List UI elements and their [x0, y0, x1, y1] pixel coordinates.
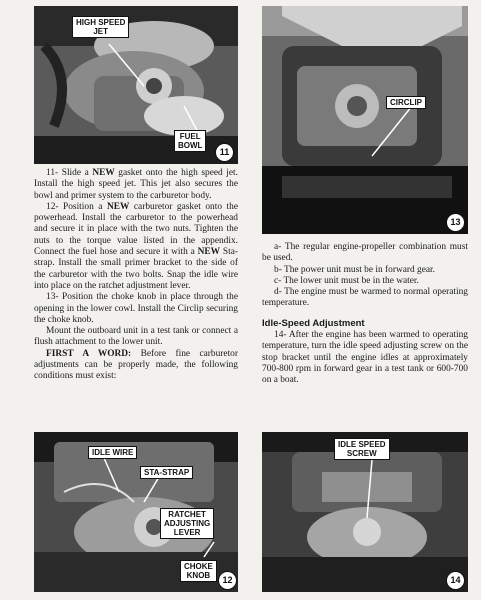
condition-d: d- The engine must be warmed to normal operating temperature.: [262, 287, 468, 309]
figure-11-photo: [34, 6, 238, 164]
callout-sta-strap: STA-STRAP: [140, 466, 193, 479]
step-11-paragraph: 11- Slide a NEW gasket onto the high speed jet. Install the high speed jet. This jet also secures the bowl and primer system to the carburetor body.: [34, 168, 238, 201]
idle-speed-heading: Idle-Speed Adjustment: [262, 317, 365, 329]
figure-12-number: 12: [218, 571, 237, 590]
first-a-word-paragraph: FIRST A WORD: Before fine carburetor adjustments can be properly made, the following conditions must exist:: [34, 348, 238, 382]
condition-c: c- The lower unit must be in the water.: [274, 275, 419, 286]
mount-paragraph: Mount the outboard unit in a test tank or connect a flush attachment to the lower unit.: [34, 326, 238, 348]
callout-circlip: CIRCLIP: [386, 96, 426, 109]
figure-13-photo: [262, 6, 468, 234]
figure-13-number: 13: [446, 213, 465, 232]
callout-fuel-bowl: FUEL BOWL: [174, 130, 206, 152]
step-14-paragraph: 14- After the engine has been warmed to operating temperature, turn the idle speed adjusting screw on the stop bracket until the engine idles at approximately 700-800 rpm in forward gear in a test tank or 600-700 on a boat.: [262, 330, 468, 386]
condition-b: b- The power unit must be in forward gear.: [274, 264, 435, 275]
condition-a: a- The regular engine-propeller combination must be used.: [262, 242, 468, 264]
callout-high-speed-jet: HIGH SPEED JET: [72, 16, 129, 38]
callout-idle-speed-screw: IDLE SPEED SCREW: [334, 438, 390, 460]
left-text-column: [34, 168, 238, 383]
callout-idle-wire: IDLE WIRE: [88, 446, 137, 459]
figure-11-number: 11: [215, 143, 234, 162]
right-text-column: [262, 242, 468, 387]
callout-choke-knob: CHOKE KNOB: [180, 560, 217, 582]
step-12-paragraph: 12- Position a NEW carburetor gasket onto the powerhead. Install the carburetor to the powerhead and secure it in place with the two nuts. Tighten the nuts to the torque value listed in the appendix. Connect the fuel hose and secure it with a NEW Sta-strap. Install the small primer bracket to the side of the carburetor with the two bolts. Snap the idle wire into place on the ratchet adjustment lever.: [34, 201, 238, 291]
figure-14-photo: [262, 432, 468, 592]
figure-14-number: 14: [446, 571, 465, 590]
figure-12-photo: [34, 432, 238, 592]
step-13-paragraph: 13- Position the choke knob in place through the opening in the lower cowl. Install the Circlip securing the choke knob.: [34, 292, 238, 325]
callout-ratchet-adjusting-lever: RATCHET ADJUSTING LEVER: [160, 508, 214, 539]
